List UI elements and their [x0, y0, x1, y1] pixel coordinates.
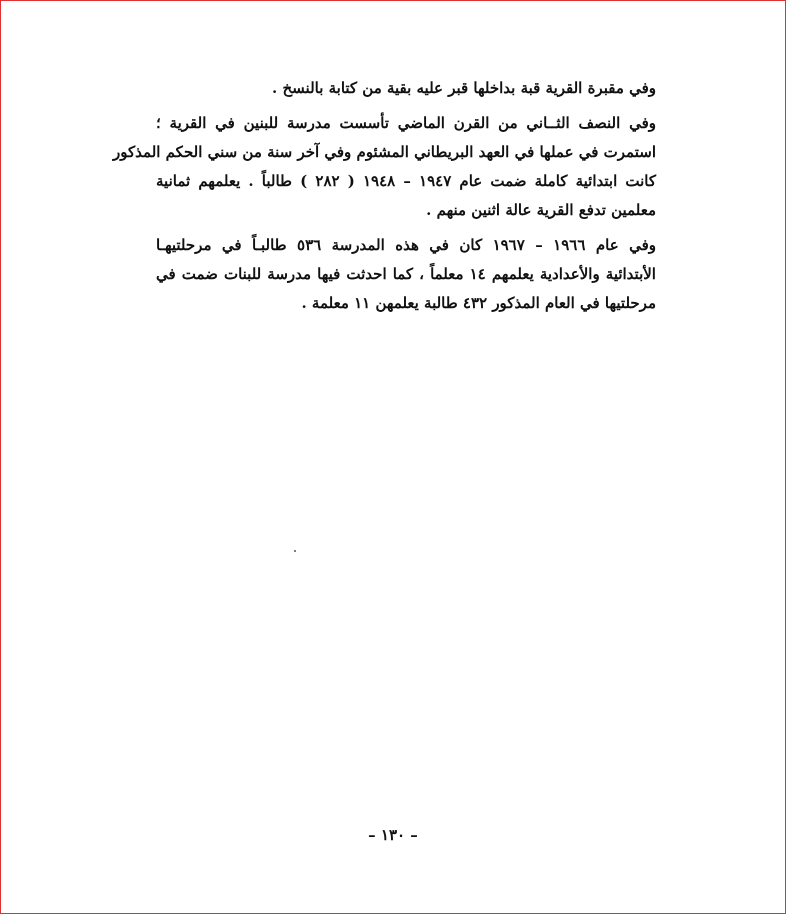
paragraph-boys-school — [113, 109, 657, 225]
text-line: وفي النصف الثــاني من القرن الماضي تأسست مدرسة للبنين في القرية ؛ — [156, 114, 656, 132]
text-line: كانت ابتدائية كاملة ضمت عام ١٩٤٧ – ١٩٤٨ ( ٢٨٢ ) طالباً . يعلمهم ثمانية — [156, 172, 657, 190]
page-number: – ١٣٠ – — [368, 826, 418, 844]
text-line: وفي مقبرة القرية قبة بداخلها قبر عليه بقية من كتابة بالنسخ . — [272, 79, 656, 97]
paragraph-village-cemetery — [156, 74, 656, 103]
text-line: مرحلتيها في العام المذكور ٤٣٢ طالبة يعلمهن ١١ معلمة . — [301, 294, 656, 312]
page-body — [113, 74, 657, 318]
text-line: وفي عام ١٩٦٦ – ١٩٦٧ كان في هذه المدرسة ٥٣٦ طالبـاً في مرحلتيهـا — [156, 236, 656, 254]
text-line: الأبتدائية والأعدادية يعلمهم ١٤ معلماً ، كما احدثت فيها مدرسة للبنات ضمت في — [156, 265, 656, 283]
text-line: معلمين تدفع القرية عالة اثنين منهم . — [426, 201, 656, 219]
scan-speck — [294, 550, 296, 552]
paragraph-school-statistics — [156, 231, 656, 318]
text-line: استمرت في عملها في العهد البريطاني المشئوم وفي آخر سنة من سني الحكم المذكور — [113, 143, 656, 161]
